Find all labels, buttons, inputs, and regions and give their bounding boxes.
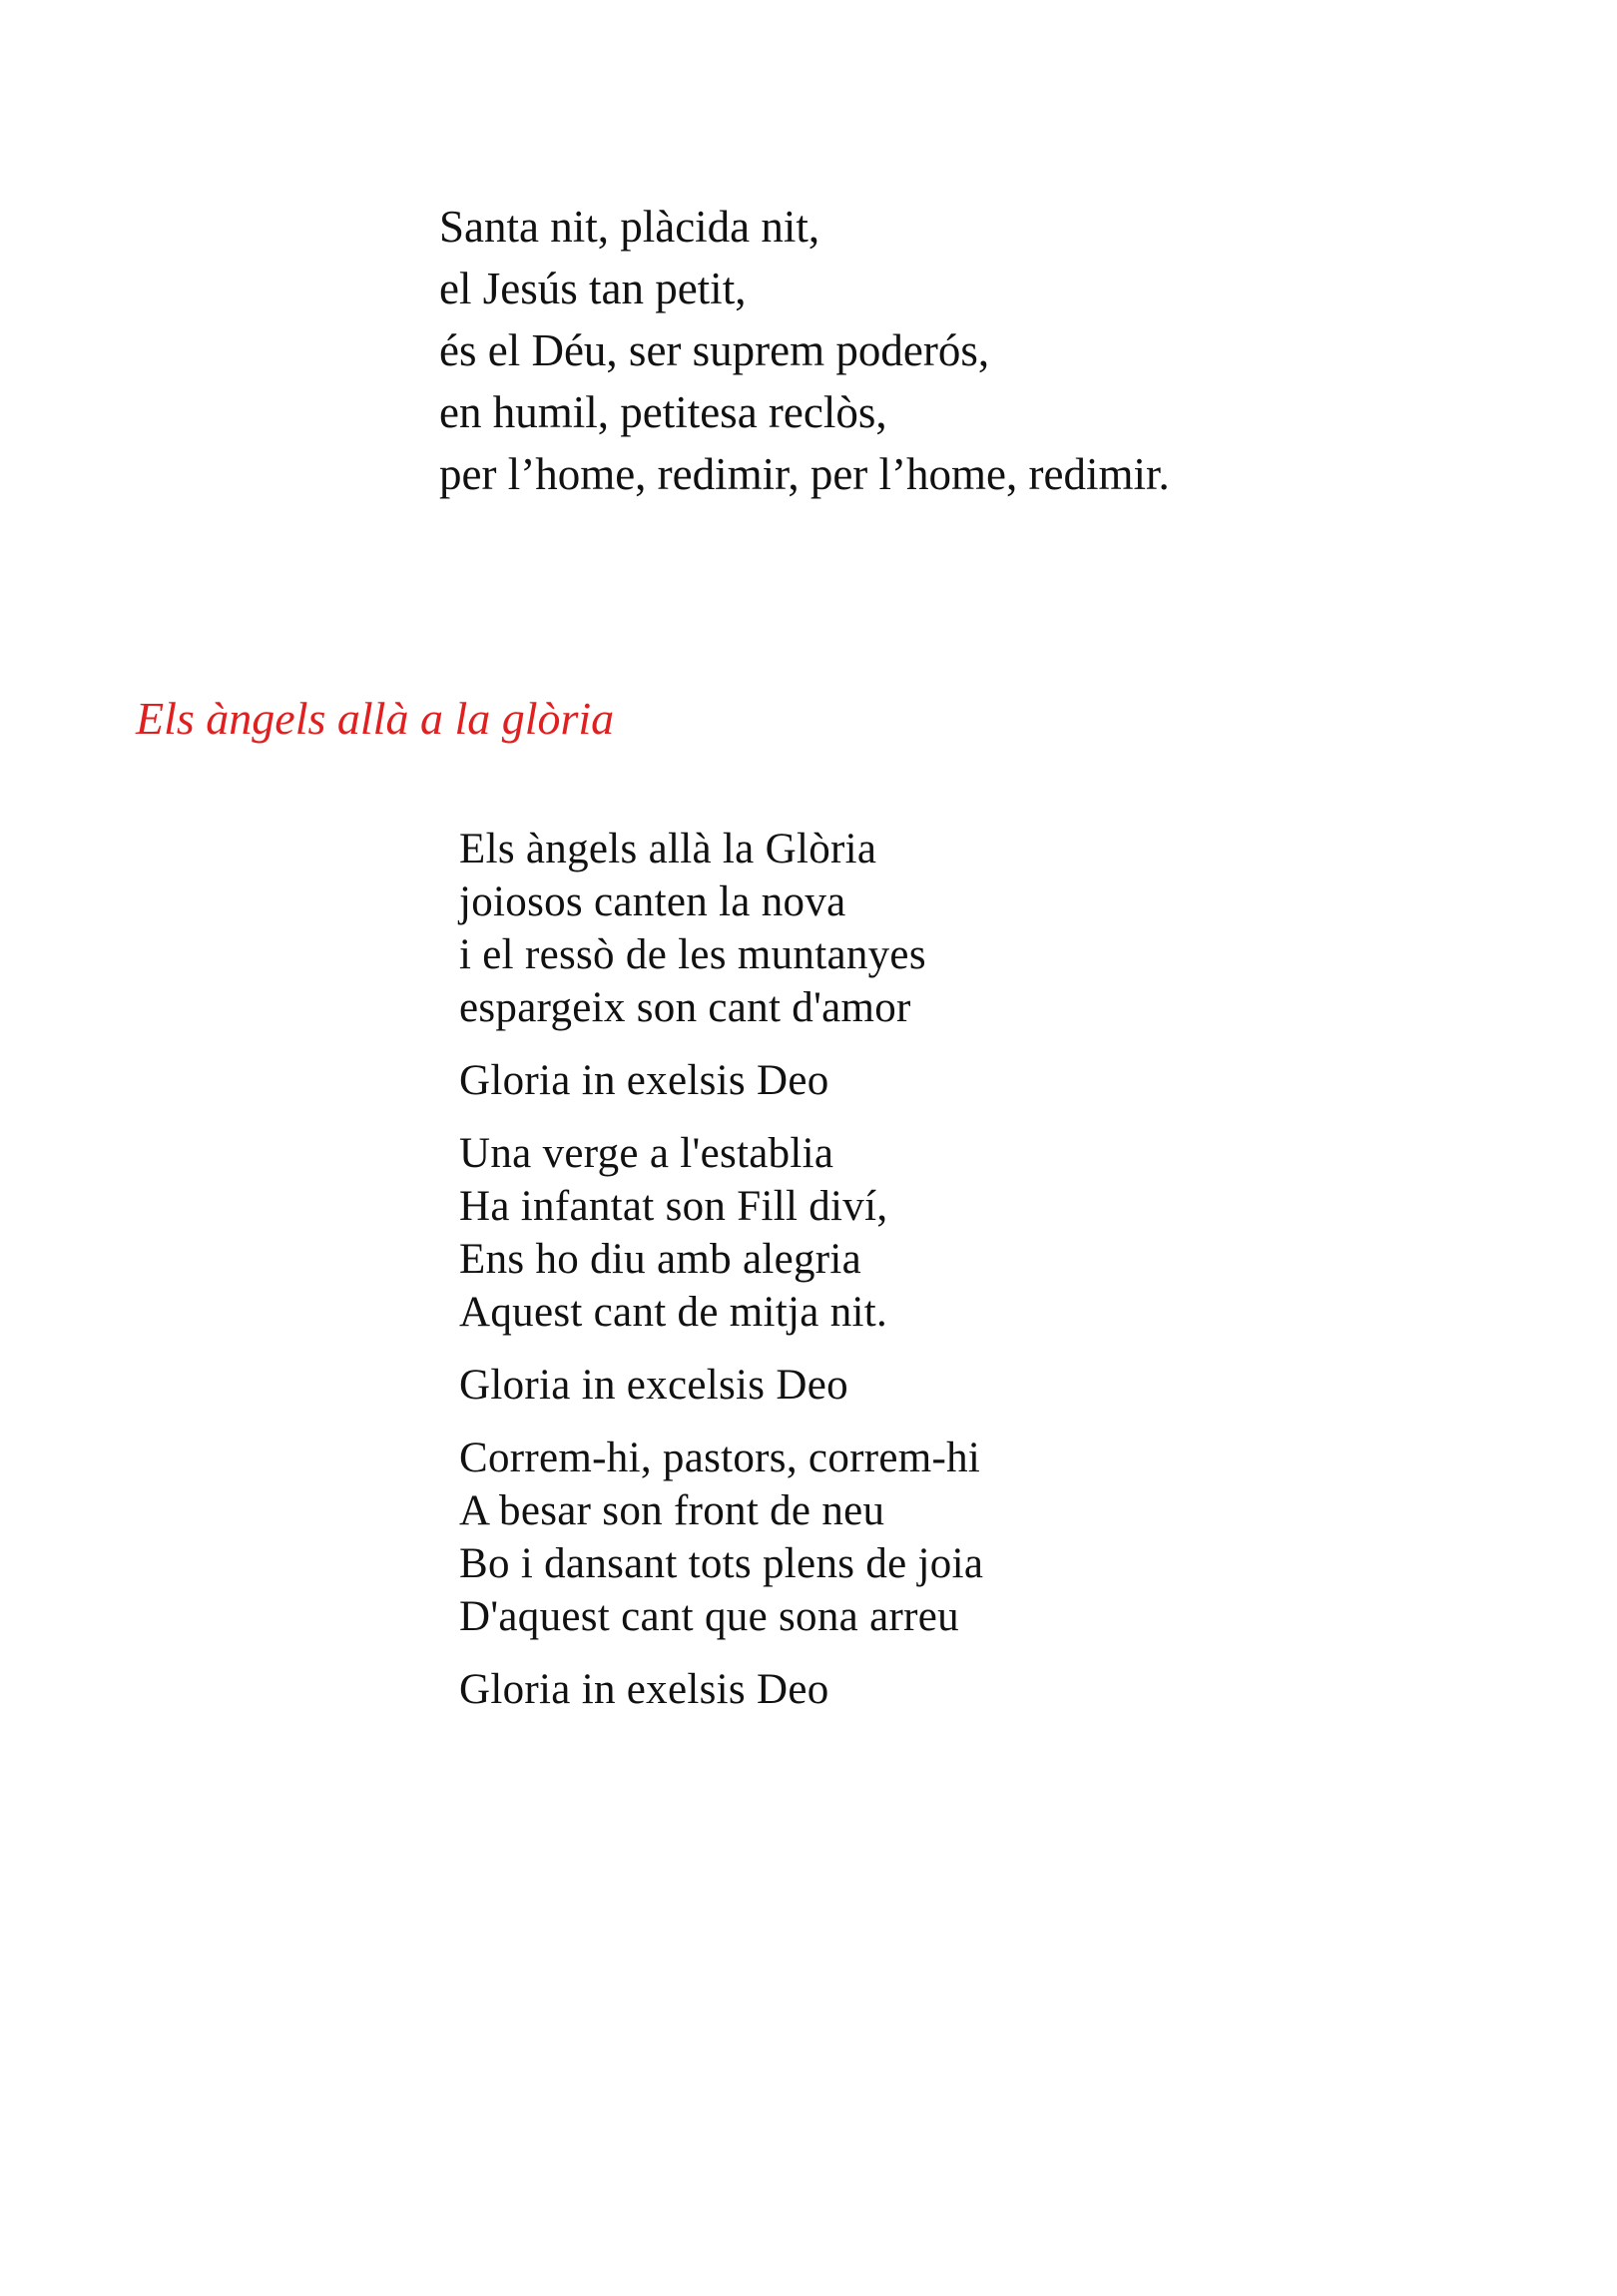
stanza-line: en humil, petitesa reclòs, [439, 387, 887, 437]
verse-line: i el ressò de les muntanyes [459, 931, 926, 978]
verse-line: Ens ho diu amb alegria [459, 1236, 862, 1283]
stanza-silent-night [439, 196, 1170, 505]
stanza-line: és el Déu, ser suprem poderós, [439, 325, 990, 375]
stanza-line: per l’home, redimir, per l’home, redimir. [439, 449, 1170, 499]
verse-line: Una verge a l'establia [459, 1130, 834, 1177]
verse-line: Aquest cant de mitja nit. [459, 1289, 888, 1336]
verse-line: Els àngels allà la Glòria [459, 826, 877, 872]
verse-line: espargeix son cant d'amor [459, 984, 911, 1031]
refrain-line: Gloria in exelsis Deo [459, 1666, 829, 1713]
verse [459, 1127, 983, 1339]
verse-line: A besar son front de neu [459, 1487, 885, 1534]
verse-line: joiosos canten la nova [459, 878, 846, 925]
song-lyrics [459, 823, 983, 1736]
verse-line: Correm-hi, pastors, correm-hi [459, 1435, 981, 1481]
verse-line: D'aquest cant que sona arreu [459, 1593, 959, 1640]
verse-line: Bo i dansant tots plens de joia [459, 1540, 984, 1587]
song-title: Els àngels allà a la glòria [136, 693, 615, 744]
verse [459, 1432, 983, 1643]
refrain-line: Gloria in exelsis Deo [459, 1057, 829, 1104]
verse-line: Ha infantat son Fill diví, [459, 1183, 888, 1230]
stanza-line: el Jesús tan petit, [439, 264, 747, 313]
refrain-line: Gloria in excelsis Deo [459, 1362, 848, 1409]
verse [459, 823, 983, 1034]
stanza-line: Santa nit, plàcida nit, [439, 202, 820, 252]
